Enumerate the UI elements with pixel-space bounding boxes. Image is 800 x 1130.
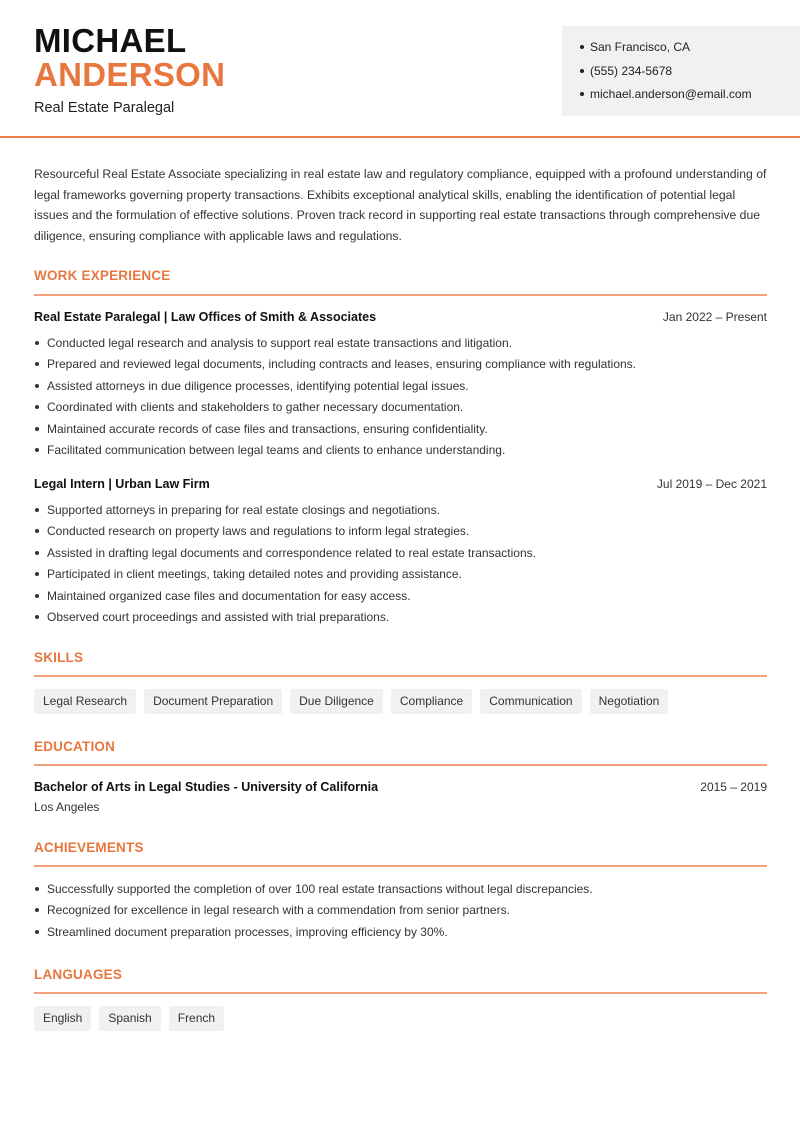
education-location: Los Angeles — [34, 800, 100, 814]
job-header — [34, 310, 767, 328]
list-item: Conducted legal research and analysis to support real estate transactions and litigation. — [34, 335, 767, 356]
languages-list — [34, 1006, 224, 1031]
professional-summary: Resourceful Real Estate Associate specializing in real estate law and regulatory compliance, equipped with a profound understanding of legal frameworks governing property transactions. Exhibits exceptional analytical skills, enabling the identification of potential legal issues and the formulation of effective solutions. Proven track record in supporting real estate transactions through comprehensive due diligence, ensuring compliance with applicable laws and regulations. — [34, 167, 767, 244]
contact-box — [562, 26, 800, 116]
job-date: Jul 2019 – Dec 2021 — [656, 477, 767, 491]
skill-tag: Negotiation — [590, 689, 669, 714]
list-item: Observed court proceedings and assisted with trial preparations. — [34, 609, 767, 630]
job-bullets — [34, 502, 767, 630]
skill-tag: Compliance — [391, 689, 472, 714]
contact-location: San Francisco, CA — [580, 39, 800, 63]
language-tag: Spanish — [99, 1006, 160, 1031]
skill-tag: Document Preparation — [144, 689, 282, 714]
list-item: Assisted attorneys in due diligence processes, identifying potential legal issues. — [34, 378, 767, 399]
list-item: Assisted in drafting legal documents and correspondence related to real estate transactions. — [34, 545, 767, 566]
list-item: Maintained accurate records of case files and transactions, ensuring confidentiality. — [34, 421, 767, 442]
list-item: Facilitated communication between legal teams and clients to enhance understanding. — [34, 442, 767, 463]
achievements-list — [34, 881, 767, 945]
list-item: Prepared and reviewed legal documents, including contracts and leases, ensuring compliance with regulations. — [34, 356, 767, 377]
section-title-education: EDUCATION — [34, 739, 116, 754]
skill-tag: Due Diligence — [290, 689, 383, 714]
skills-list — [34, 689, 668, 714]
list-item: Maintained organized case files and documentation for easy access. — [34, 588, 767, 609]
education-date: 2015 – 2019 — [700, 780, 767, 794]
list-item: Recognized for excellence in legal research with a commendation from senior partners. — [34, 902, 767, 923]
list-item: Supported attorneys in preparing for real estate closings and negotiations. — [34, 502, 767, 523]
section-title-achievements: ACHIEVEMENTS — [34, 840, 144, 855]
language-tag: French — [169, 1006, 224, 1031]
candidate-name — [34, 24, 225, 92]
list-item: Coordinated with clients and stakeholders to gather necessary documentation. — [34, 399, 767, 420]
first-name: MICHAEL — [34, 22, 187, 59]
list-item: Conducted research on property laws and regulations to inform legal strategies. — [34, 523, 767, 544]
section-divider — [34, 764, 767, 766]
last-name: ANDERSON — [34, 56, 226, 93]
section-divider — [34, 675, 767, 677]
education-header — [34, 780, 767, 798]
job-title: Real Estate Paralegal | Law Offices of Smith & Associates — [34, 310, 377, 324]
section-title-skills: SKILLS — [34, 650, 84, 665]
job-title-heading: Real Estate Paralegal — [34, 100, 175, 116]
language-tag: English — [34, 1006, 91, 1031]
job-title: Legal Intern | Urban Law Firm — [34, 477, 210, 491]
section-divider — [34, 294, 767, 296]
list-item: Successfully supported the completion of over 100 real estate transactions without legal discrepancies. — [34, 881, 767, 902]
section-divider — [34, 992, 767, 994]
skill-tag: Legal Research — [34, 689, 136, 714]
contact-phone: (555) 234-5678 — [580, 63, 800, 87]
skill-tag: Communication — [480, 689, 581, 714]
list-item: Participated in client meetings, taking detailed notes and providing assistance. — [34, 566, 767, 587]
contact-email[interactable]: michael.anderson@email.com — [580, 86, 800, 110]
resume-header — [0, 0, 800, 138]
list-item: Streamlined document preparation processes, improving efficiency by 30%. — [34, 924, 767, 945]
job-bullets — [34, 335, 767, 463]
section-title-languages: LANGUAGES — [34, 967, 123, 982]
job-date: Jan 2022 – Present — [662, 310, 767, 324]
degree: Bachelor of Arts in Legal Studies - University of California — [34, 780, 379, 794]
job-header — [34, 477, 767, 495]
section-title-work: WORK EXPERIENCE — [34, 268, 171, 283]
section-divider — [34, 865, 767, 867]
